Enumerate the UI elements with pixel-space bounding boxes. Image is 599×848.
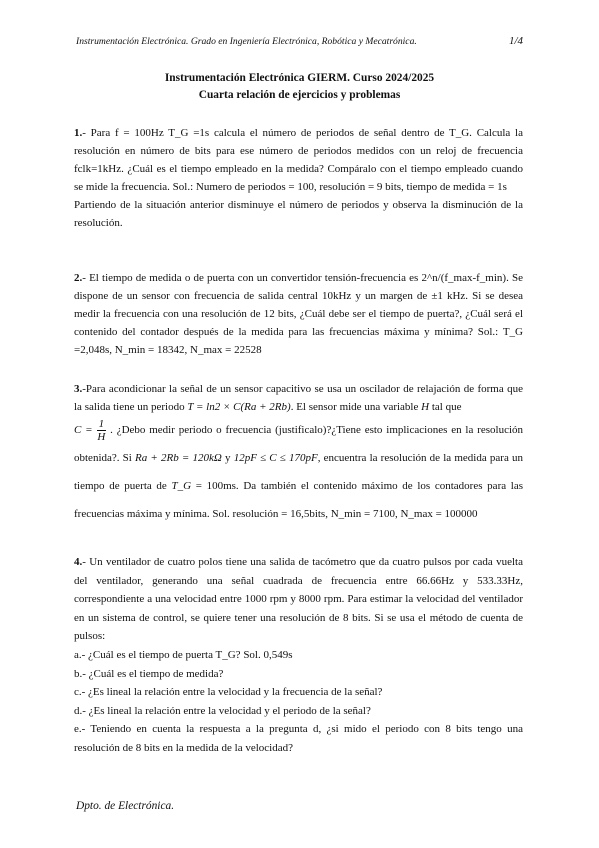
- exercise-number: 3.: [74, 383, 83, 395]
- exercise-3-text-1: -Para acondicionar la señal de un sensor capacitivo se usa un oscilador de relajación de forma que la salida tiene un periodo: [74, 383, 523, 414]
- period-formula: T = ln2 × C(Ra + 2Rb): [187, 401, 291, 414]
- exercise-2-statement: [74, 269, 523, 359]
- exercise-3: [74, 380, 523, 528]
- title-line-1: Instrumentación Electrónica GIERM. Curso 2024/2025: [164, 72, 435, 84]
- exercise-1: [74, 124, 523, 233]
- exercise-1-statement: [74, 124, 523, 196]
- question-c: c.- ¿Es lineal la relación entre la velocidad y la frecuencia de la señal?: [74, 686, 383, 699]
- fraction-denominator: H: [97, 431, 106, 444]
- exercise-3-text-6: , encuentra la resolución de la medida para un tiempo de puerta de: [74, 452, 523, 493]
- exercise-3-formula-line: [74, 416, 523, 528]
- page-number: 1/4: [508, 35, 523, 47]
- question-e: e.- Teniendo en cuenta la respuesta a la pregunta d, ¿si mido el periodo con 8 bits tengo una resolución de 8 bits en la medida de la velocidad?: [74, 723, 523, 754]
- exercise-3-text-2: . El sensor mide una variable: [290, 401, 419, 414]
- question-a: a.- ¿Cuál es el tiempo de puerta T_G? Sol. 0,549s: [74, 648, 293, 661]
- question-d: d.- ¿Es lineal la relación entre la velocidad y el periodo de la señal?: [74, 704, 371, 717]
- exercise-3-text-5: y: [225, 452, 231, 465]
- page-footer: Dpto. de Electrónica.: [76, 800, 175, 812]
- title-line-2: Cuarta relación de ejercicios y problemas: [198, 89, 401, 101]
- exercise-number: 4.: [74, 556, 83, 568]
- exercise-3-text-7: = 100ms. Da también el contenido máximo de los contadores para las frecuencias máxima y mínima. Sol. resolución = 16,5bits, N_min = 7100, N_max = 100000: [74, 480, 523, 521]
- page-header: [76, 36, 523, 50]
- exercise-1-followup: Partiendo de la situación anterior disminuye el número de periodos y observa la disminución de la resolución.: [74, 199, 523, 230]
- gate-time-symbol: T_G: [171, 480, 192, 493]
- capacitance-range-formula: 12pF ≤ C ≤ 170pF: [233, 452, 318, 465]
- course-header: Instrumentación Electrónica. Grado en Ingeniería Electrónica, Robótica y Mecatrónica.: [76, 36, 417, 47]
- question-b: b.- ¿Cuál es el tiempo de medida?: [74, 667, 224, 680]
- exercise-4-statement: [74, 553, 523, 646]
- fraction-numerator: 1: [98, 418, 105, 431]
- exercise-2-text: - El tiempo de medida o de puerta con un convertidor tensión-frecuencia es 2^n/(f_max-f_min). Se dispone de un sensor con frecuencia de salida central 10kHz y un margen de ±1 kHz. Si se desea medir la frecuencia con una resolución de 12 bits, ¿Cuál debe ser el tiempo de puerta?, ¿Cuál será el contenido del contador después de la medida para las frecuencias máxima y mínima? Sol.: T_G =2,048s, N_min = 18342, N_max = 22528: [74, 272, 523, 357]
- resistance-formula: Ra + 2Rb = 120kΩ: [135, 452, 222, 465]
- exercise-3-text-4: . ¿Debo medir periodo o frecuencia (justificalo)?¿Tiene esto implicaciones en la resolución obtenida?. Si: [74, 424, 524, 465]
- exercise-2: [74, 269, 523, 359]
- exercise-4-text: - Un ventilador de cuatro polos tiene una salida de tacómetro que da cuatro pulsos por cada vuelta del ventilador, generando una señal cuadrada de frecuencia entre 66.66Hz y 533.33Hz, correspondiente a una velocidad entre 1000 rpm y 8000 rpm. Para estimar la velocidad del ventilador en un sistema de control, se quiere tener una resolución de 8 bits. Si se usa el método de cuenta de pulsos:: [74, 556, 523, 643]
- exercise-1-text: - Para f = 100Hz T_G =1s calcula el número de periodos de señal dentro de T_G. Calcula la resolución en número de bits para ese número de periodos medidos con un reloj de frecuencia fclk=1kHz. ¿Cuál es el tiempo empleado en la medida? Compáralo con el tiempo empleado cuando se mide la frecuencia. Sol.: Numero de periodos = 100, resolución = 9 bits, tiempo de medida = 1s: [74, 127, 523, 194]
- document-title: [76, 70, 523, 104]
- exercise-3-statement: [74, 380, 523, 416]
- exercise-number: 1.: [74, 127, 83, 139]
- exercise-number: 2.: [74, 272, 83, 284]
- capacitance-fraction: [97, 418, 107, 443]
- variable-h: H: [421, 401, 430, 414]
- exercise-3-text-3: tal que: [431, 401, 462, 414]
- exercise-4: [74, 553, 523, 758]
- capacitance-formula-lhs: C =: [74, 424, 93, 437]
